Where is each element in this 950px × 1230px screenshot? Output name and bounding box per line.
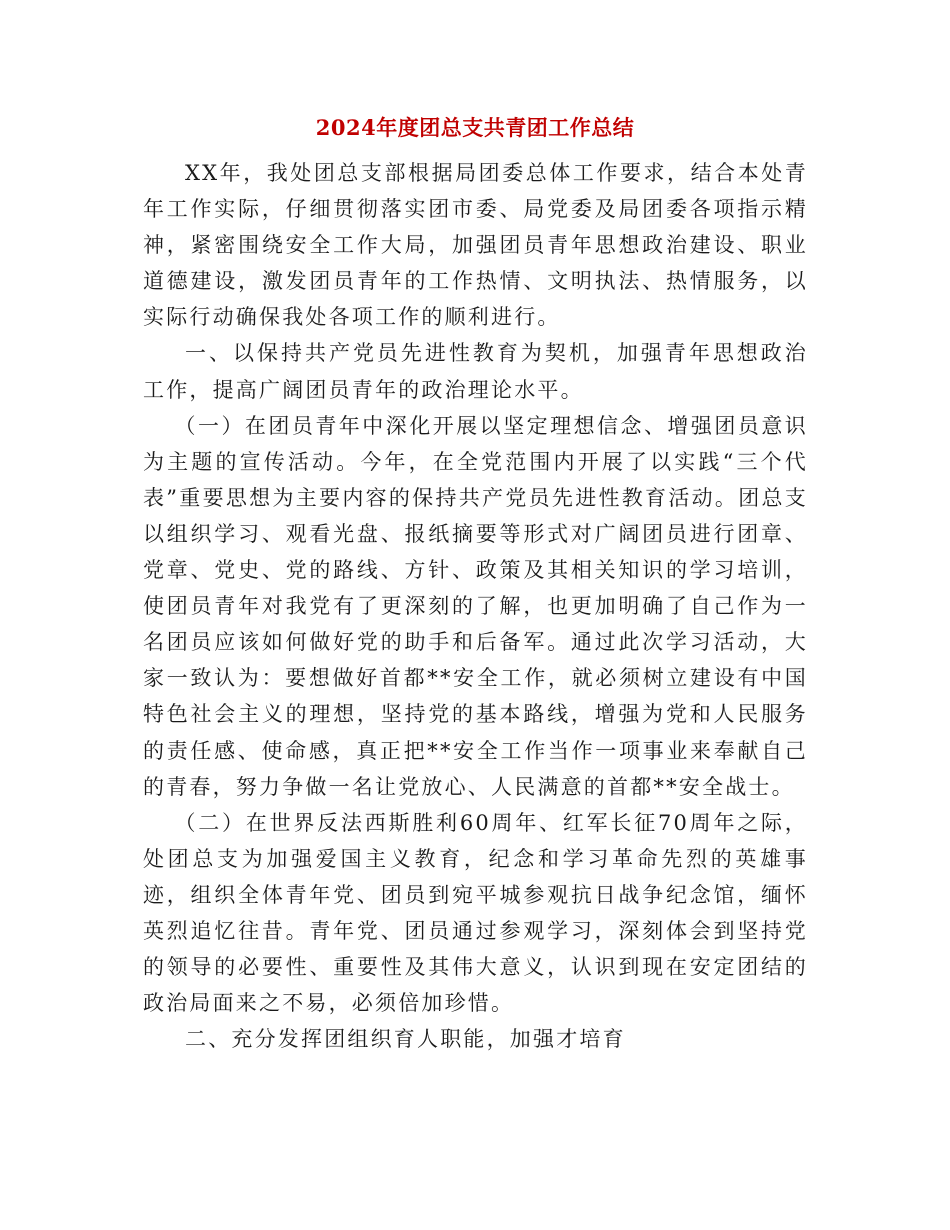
paragraph-intro: XX年，我处团总支部根据局团委总体工作要求，结合本处青年工作实际，仔细贯彻落实团市委、局党委及局团委各项指示精神，紧密围绕安全工作大局，加强团员青年思想政治建设、职业道德建设，激发团员青年的工作热情、文明执法、热情服务，以实际行动确保我处各项工作的顺利进行。 [143,161,808,330]
paragraph-item-1: （一）在团员青年中深化开展以坚定理想信念、增强团员意识为主题的宣传活动。今年，在全党范围内开展了以实践“三个代表”重要思想为主要内容的保持共产党员先进性教育活动。团总支以组织学习、观看光盘、报纸摘要等形式对广阔团员进行团章、党章、党史、党的路线、方针、政策及其相关知识的学习培训，使团员青年对我党有了更深刻的了解，也更加明确了自己作为一名团员应该如何做好党的助手和后备军。通过此次学习活动，大家一致认为：要想做好首都**安全工作，就必须树立建设有中国特色社会主义的理想，坚持党的基本路线，增强为党和人民服务的责任感、使命感，真正把**安全工作当作一项事业来奉献自己的青春，努力争做一名让党放心、人民满意的首都**安全战士。 [143,413,808,799]
paragraph-section-2: 二、充分发挥团组织育人职能，加强才培育 [185,1027,626,1052]
document-body [143,155,808,1057]
paragraph-section-1: 一、以保持共产党员先进性教育为契机，加强青年思想政治工作，提高广阔团员青年的政治理论水平。 [143,341,808,402]
document-title: 2024年度团总支共青团工作总结 [315,115,635,140]
paragraph-item-2: （二）在世界反法西斯胜利60周年、红军长征70周年之际，处团总支为加强爱国主义教育，纪念和学习革命先烈的英雄事迹，组织全体青年党、团员到宛平城参观抗日战争纪念馆，缅怀英烈追忆往昔。青年党、团员通过参观学习，深刻体会到坚持党的领导的必要性、重要性及其伟大意义，认识到现在安定团结的政治局面来之不易，必须倍加珍惜。 [143,810,808,1016]
